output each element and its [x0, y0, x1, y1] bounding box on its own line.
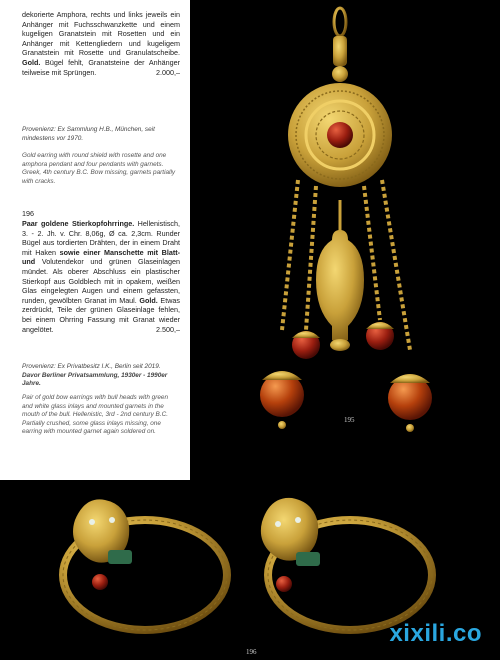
figure-label-195: 195 — [344, 416, 355, 424]
lot-195-price: 2.000,– — [156, 67, 180, 77]
figure-label-196: 196 — [246, 648, 257, 656]
lot-195-description: dekorierte Amphora, rechts und links jeweils ein Anhänger mit Fuchsschwanzkette und einem kugeligen Granatstein mit Rosetten und ein Anhänger mit Kettengliedern und kugeligem Granatstein mit Rosette und Granulatscheibe. Gold. Bügel fehlt, Granatsteine der Anhänger teilweise mit Sprüngen. 2.000,– — [22, 10, 180, 77]
lot-195-provenance: Provenienz: Ex Sammlung H.B., München, seit mindestens vor 1970. — [22, 126, 155, 142]
watermark: xixili.co — [389, 620, 482, 647]
lot-196-price: 2.500,– — [156, 324, 180, 334]
lot-195-earring-image — [190, 0, 500, 480]
lot-195-english: Gold earring with round shield with rosette and one amphora pendant and four pendants with garnets. Greek, 4th century B.C. Bow missing, garnets partially with cracks. — [22, 152, 176, 185]
lot-196-english: Pair of gold bow earrings with bull heads with green and white glass inlays and mounted garnets in the mouth of the bull. Hellenistic, 3rd - 2nd century B.C. Partially crushed, some glass inlays missing, one earring with mounted garnet again soldered on. — [22, 394, 169, 436]
lot-196-provenance: Provenienz: Ex Privatbesitz I.K., Berlin seit 2019. Davor Berliner Privatsammlung, 1930er - 1990er Jahre. — [22, 363, 168, 388]
lot-196-title: Paar goldene Stierkopfohrringe. — [22, 219, 135, 228]
lot-196-description: Paar goldene Stierkopfohrringe. Hellenistisch, 3. - 2. Jh. v. Chr. 8,06g, Ø ca. 2,3cm. Runder Bügel aus tordierten Drähten, der in einem Draht mit Haken sowie einer Manschette mit Blatt- und Volutendekor und grünen Glaseinlagen mündet. Als oberer Abschluss ein plastischer Stierkopf aus Goldblech mit in opakem, weißen Glas eingelegten Augen und einem gefassten, runden, gewölbten Granat im Maul. Gold. Etwas zerdrückt, Teile der grünen Glaseinlage fehlen, bei einem Ohrring Fassung mit Granat wieder angelötet. 2.500,– — [22, 219, 181, 334]
lot-196-number: 196 — [22, 209, 34, 218]
text-column — [0, 0, 190, 480]
